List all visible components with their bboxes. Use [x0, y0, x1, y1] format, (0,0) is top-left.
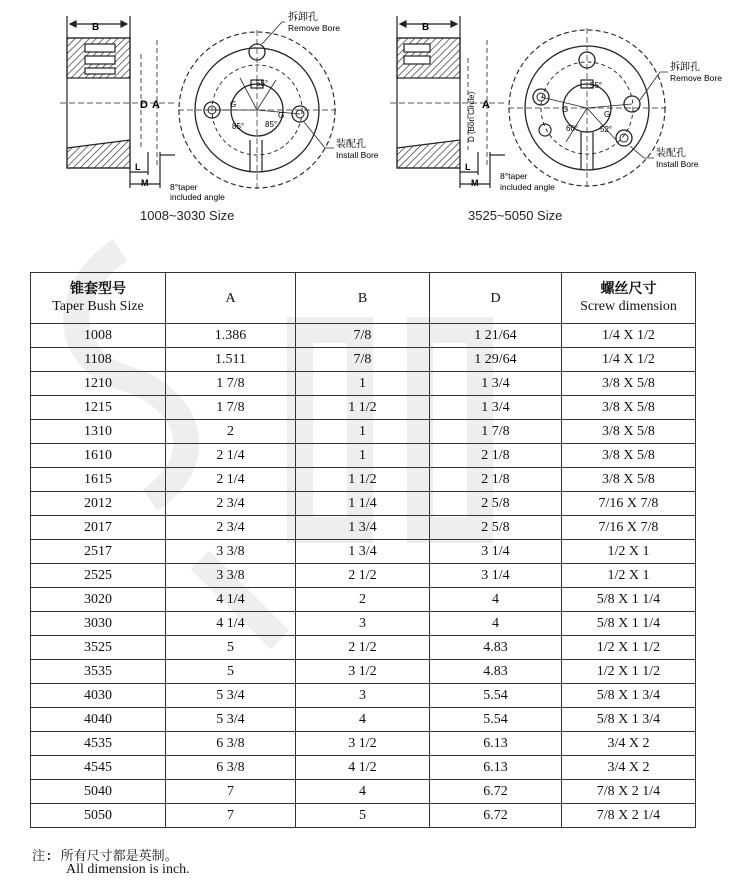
table-cell: 1/2 X 1	[562, 540, 696, 564]
table-cell: 5/8 X 1 3/4	[562, 684, 696, 708]
table-cell: 2517	[31, 540, 166, 564]
table-cell: 2 5/8	[430, 516, 562, 540]
header-d-label: D	[490, 290, 501, 306]
taper-bush-spec-table	[30, 272, 696, 828]
right-dim-m: M	[471, 178, 479, 188]
table-cell: 7/8 X 2 1/4	[562, 804, 696, 828]
table-cell: 1 3/4	[296, 516, 430, 540]
left-install-cn: 装配孔	[336, 139, 366, 150]
table-cell: 2525	[31, 564, 166, 588]
header-size	[31, 273, 166, 324]
table-cell: 4040	[31, 708, 166, 732]
table-cell: 2012	[31, 492, 166, 516]
table-cell: 7/8 X 2 1/4	[562, 780, 696, 804]
left-g-left: G	[230, 100, 237, 109]
table-cell: 6 3/8	[166, 732, 296, 756]
table-cell: 3 3/8	[166, 540, 296, 564]
right-dim-a: A	[482, 99, 490, 111]
table-row	[31, 468, 696, 492]
table-cell: 7/8	[296, 324, 430, 348]
table-cell: 1/4 X 1/2	[562, 324, 696, 348]
table-cell: 3020	[31, 588, 166, 612]
table-cell: 3/8 X 5/8	[562, 444, 696, 468]
table-cell: 7/16 X 7/8	[562, 492, 696, 516]
table-cell: 2 3/4	[166, 492, 296, 516]
table-cell: 1310	[31, 420, 166, 444]
table-cell: 4.83	[430, 660, 562, 684]
table-cell: 4030	[31, 684, 166, 708]
header-d	[430, 273, 562, 324]
table-cell: 1008	[31, 324, 166, 348]
left-dim-m: M	[141, 178, 149, 188]
table-cell: 2 1/4	[166, 468, 296, 492]
table-body	[31, 324, 696, 828]
left-dim-d: D	[140, 99, 148, 111]
table-cell: 7	[166, 804, 296, 828]
left-remove-cn: 拆卸孔	[288, 12, 318, 23]
table-cell: 2 1/8	[430, 468, 562, 492]
table-row	[31, 684, 696, 708]
table-row	[31, 372, 696, 396]
table-cell: 2 1/4	[166, 444, 296, 468]
table-cell: 5/8 X 1 1/4	[562, 588, 696, 612]
table-cell: 2 1/8	[430, 444, 562, 468]
table-cell: 1	[296, 372, 430, 396]
table-row	[31, 348, 696, 372]
table-cell: 4.83	[430, 636, 562, 660]
left-g-right: G	[278, 111, 285, 120]
table-cell: 3	[296, 612, 430, 636]
table-row	[31, 516, 696, 540]
table-cell: 2 1/2	[296, 564, 430, 588]
table-cell: 3/4 X 2	[562, 756, 696, 780]
table-cell: 5	[166, 660, 296, 684]
table-cell: 4	[296, 780, 430, 804]
table-cell: 2 1/2	[296, 636, 430, 660]
table-cell: 1 3/4	[430, 396, 562, 420]
left-dim-b: B	[92, 22, 100, 33]
table-cell: 3 3/8	[166, 564, 296, 588]
table-row	[31, 708, 696, 732]
table-row	[31, 396, 696, 420]
header-size-cn: 锥套型号	[70, 281, 126, 297]
table-row	[31, 660, 696, 684]
table-cell: 4	[430, 612, 562, 636]
left-diagram-caption: 1008~3030 Size	[140, 208, 235, 223]
right-taper-2: included angle	[500, 182, 555, 192]
header-screw-cn: 螺丝尺寸	[600, 281, 657, 297]
right-install-en: Install Bore	[656, 159, 699, 169]
table-cell: 5 3/4	[166, 708, 296, 732]
header-b	[296, 273, 430, 324]
table-row	[31, 780, 696, 804]
table-cell: 5.54	[430, 684, 562, 708]
right-g-right: G	[604, 110, 611, 119]
table-row	[31, 588, 696, 612]
right-install-cn: 装配孔	[656, 148, 686, 159]
note-english: All dimension is inch.	[66, 862, 190, 877]
left-angle-left: 85°	[232, 122, 245, 131]
table-cell: 7	[166, 780, 296, 804]
table-cell: 1108	[31, 348, 166, 372]
table-cell: 6.72	[430, 804, 562, 828]
table-cell: 4 1/4	[166, 612, 296, 636]
table-cell: 1 7/8	[430, 420, 562, 444]
left-taper-1: 8°taper	[170, 182, 198, 192]
right-dim-d: D (Bon Circle)	[467, 91, 476, 142]
table-row	[31, 732, 696, 756]
table-row	[31, 564, 696, 588]
table-cell: 6.72	[430, 780, 562, 804]
table-cell: 4	[430, 588, 562, 612]
table-cell: 1	[296, 444, 430, 468]
table-cell: 3 1/4	[430, 540, 562, 564]
technical-drawings	[0, 0, 732, 260]
table-row	[31, 444, 696, 468]
table-row	[31, 540, 696, 564]
left-taper-2: included angle	[170, 192, 225, 202]
table-cell: 1/2 X 1 1/2	[562, 636, 696, 660]
right-remove-cn: 拆卸孔	[670, 62, 700, 73]
table-row	[31, 612, 696, 636]
table-cell: 5/8 X 1 3/4	[562, 708, 696, 732]
table-cell: 1615	[31, 468, 166, 492]
header-b-label: B	[357, 290, 368, 306]
table-cell: 3/4 X 2	[562, 732, 696, 756]
right-angle-top: 55°	[590, 81, 603, 90]
table-cell: 2017	[31, 516, 166, 540]
table-row	[31, 636, 696, 660]
table-cell: 3/8 X 5/8	[562, 396, 696, 420]
table-cell: 1 7/8	[166, 372, 296, 396]
header-screw	[562, 273, 696, 324]
table-cell: 4	[296, 708, 430, 732]
table-cell: 7/8	[296, 348, 430, 372]
table-cell: 5	[166, 636, 296, 660]
left-angle-top: 55°	[256, 79, 269, 88]
table-row	[31, 804, 696, 828]
table-cell: 1610	[31, 444, 166, 468]
table-header-row	[31, 273, 696, 324]
table-cell: 6 3/8	[166, 756, 296, 780]
table-cell: 5.54	[430, 708, 562, 732]
header-a-label: A	[225, 290, 236, 306]
table-cell: 5040	[31, 780, 166, 804]
right-angle-right: 52°	[600, 125, 613, 134]
table-cell: 4 1/2	[296, 756, 430, 780]
table-cell: 1	[296, 420, 430, 444]
table-cell: 5	[296, 804, 430, 828]
left-dim-a: A	[152, 99, 160, 111]
header-size-en: Taper Bush Size	[52, 299, 144, 314]
table-cell: 7/16 X 7/8	[562, 516, 696, 540]
table-cell: 5/8 X 1 1/4	[562, 612, 696, 636]
left-dim-l: L	[135, 162, 141, 172]
right-diagram-caption: 3525~5050 Size	[468, 208, 563, 223]
table-row	[31, 756, 696, 780]
table-cell: 1/2 X 1	[562, 564, 696, 588]
header-a	[166, 273, 296, 324]
table-cell: 3	[296, 684, 430, 708]
left-angle-right: 85°	[265, 120, 278, 129]
table-cell: 1/4 X 1/2	[562, 348, 696, 372]
left-front-view	[178, 22, 336, 190]
right-angle-left: 60°	[566, 124, 579, 133]
right-remove-en: Remove Bore	[670, 73, 722, 83]
table-row	[31, 492, 696, 516]
table-cell: 5 3/4	[166, 684, 296, 708]
table-cell: 2 5/8	[430, 492, 562, 516]
table-cell: 6.13	[430, 732, 562, 756]
table-cell: 3030	[31, 612, 166, 636]
table-cell: 3/8 X 5/8	[562, 468, 696, 492]
table-cell: 3 1/4	[430, 564, 562, 588]
table-cell: 1210	[31, 372, 166, 396]
table-cell: 4535	[31, 732, 166, 756]
table-cell: 1 7/8	[166, 396, 296, 420]
table-cell: 2 3/4	[166, 516, 296, 540]
table-cell: 3525	[31, 636, 166, 660]
table-cell: 2	[166, 420, 296, 444]
table-cell: 3535	[31, 660, 166, 684]
right-dim-b: B	[422, 22, 430, 33]
table-cell: 1 29/64	[430, 348, 562, 372]
table-cell: 3/8 X 5/8	[562, 420, 696, 444]
header-screw-en: Screw dimension	[580, 299, 677, 314]
table-cell: 3 1/2	[296, 660, 430, 684]
table-cell: 1215	[31, 396, 166, 420]
table-cell: 4545	[31, 756, 166, 780]
table-cell: 3/8 X 5/8	[562, 372, 696, 396]
table-cell: 1 1/4	[296, 492, 430, 516]
table-cell: 1 1/2	[296, 468, 430, 492]
table-cell: 3 1/2	[296, 732, 430, 756]
table-cell: 1.511	[166, 348, 296, 372]
table-cell: 1 21/64	[430, 324, 562, 348]
note-chinese: 注: 所有尺寸都是英制。	[32, 849, 178, 864]
table-cell: 2	[296, 588, 430, 612]
table-cell: 5050	[31, 804, 166, 828]
table-cell: 1/2 X 1 1/2	[562, 660, 696, 684]
table-cell: 6.13	[430, 756, 562, 780]
table-cell: 1.386	[166, 324, 296, 348]
right-taper-1: 8°taper	[500, 171, 528, 181]
table-row	[31, 324, 696, 348]
right-g-left: G	[562, 105, 569, 114]
table-cell: 4 1/4	[166, 588, 296, 612]
table-cell: 1 3/4	[296, 540, 430, 564]
table-row	[31, 420, 696, 444]
left-remove-en: Remove Bore	[288, 23, 340, 33]
right-dim-l: L	[465, 162, 471, 172]
table-cell: 1 3/4	[430, 372, 562, 396]
left-install-en: Install Bore	[336, 150, 379, 160]
right-front-view	[508, 28, 668, 188]
table-cell: 1 1/2	[296, 396, 430, 420]
